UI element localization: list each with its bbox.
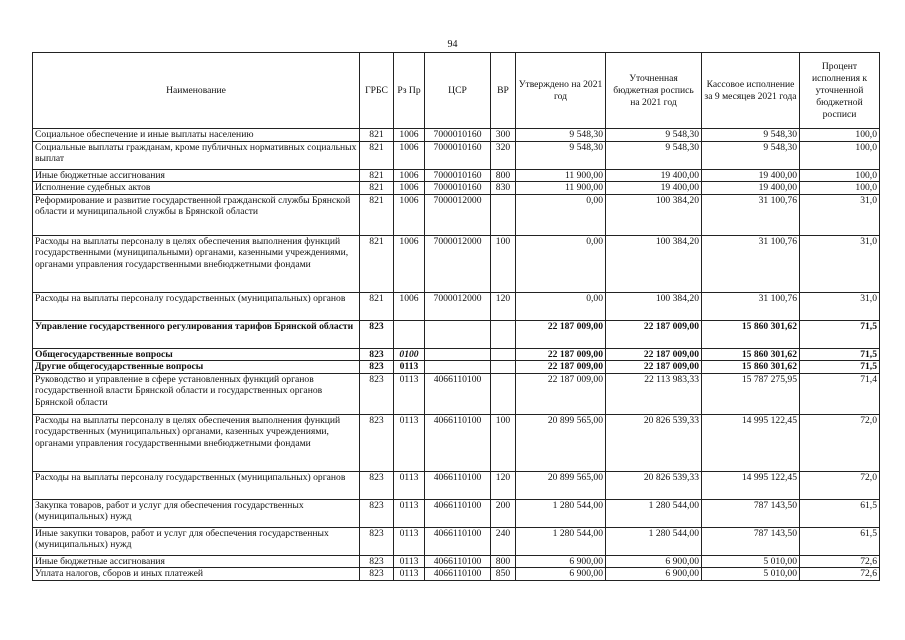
cell-approved: 11 900,00 — [516, 182, 606, 195]
cell-percent: 100,0 — [800, 182, 880, 195]
cell-rzpr: 1006 — [394, 141, 425, 169]
cell-vr: 830 — [491, 182, 516, 195]
cell-grbs: 823 — [360, 361, 394, 374]
cell-cash: 15 860 301,62 — [702, 361, 800, 374]
cell-name: Руководство и управление в сфере установленных функций органов государственной власти Брянской области и государственных органов Брянской области — [33, 373, 360, 414]
table-row — [33, 194, 880, 235]
cell-rzpr: 1006 — [394, 194, 425, 235]
cell-refined: 9 548,30 — [606, 141, 702, 169]
table-row — [33, 235, 880, 292]
cell-csr: 7000012000 — [425, 292, 491, 320]
cell-percent: 72,6 — [800, 555, 880, 568]
cell-vr: 320 — [491, 141, 516, 169]
cell-csr: 7000012000 — [425, 194, 491, 235]
cell-rzpr: 0113 — [394, 555, 425, 568]
cell-approved: 1 280 544,00 — [516, 499, 606, 527]
cell-name: Расходы на выплаты персоналу в целях обеспечения выполнения функций государственных (муниципальных) органами, казенных учреждениями, органами управления государственными внебюджетными фондами — [33, 414, 360, 471]
cell-approved: 20 899 565,00 — [516, 414, 606, 471]
cell-grbs: 823 — [360, 568, 394, 581]
cell-refined: 22 187 009,00 — [606, 348, 702, 361]
cell-refined: 1 280 544,00 — [606, 499, 702, 527]
header-csr: ЦСР — [425, 53, 491, 129]
budget-table — [32, 52, 880, 581]
cell-rzpr: 0113 — [394, 373, 425, 414]
table-row — [33, 361, 880, 374]
table-row — [33, 169, 880, 182]
cell-csr: 4066110100 — [425, 555, 491, 568]
cell-name: Расходы на выплаты персоналу государственных (муниципальных) органов — [33, 292, 360, 320]
cell-refined: 6 900,00 — [606, 555, 702, 568]
cell-refined: 6 900,00 — [606, 568, 702, 581]
cell-name: Иные закупки товаров, работ и услуг для обеспечения государственных (муниципальных) нужд — [33, 527, 360, 555]
table-row — [33, 373, 880, 414]
header-percent: Процент исполнения к уточненной бюджетной росписи — [800, 53, 880, 129]
cell-grbs: 821 — [360, 182, 394, 195]
cell-csr: 7000010160 — [425, 141, 491, 169]
cell-name: Социальное обеспечение и иные выплаты населению — [33, 129, 360, 142]
cell-refined: 100 384,20 — [606, 235, 702, 292]
cell-vr — [491, 373, 516, 414]
cell-grbs: 821 — [360, 129, 394, 142]
cell-cash: 15 860 301,62 — [702, 348, 800, 361]
cell-vr: 200 — [491, 499, 516, 527]
cell-csr — [425, 361, 491, 374]
cell-rzpr — [394, 320, 425, 348]
cell-name: Управление государственного регулирования тарифов Брянской области — [33, 320, 360, 348]
cell-rzpr: 1006 — [394, 182, 425, 195]
cell-approved: 6 900,00 — [516, 555, 606, 568]
cell-grbs: 821 — [360, 169, 394, 182]
cell-csr — [425, 348, 491, 361]
table-row — [33, 141, 880, 169]
cell-cash: 15 860 301,62 — [702, 320, 800, 348]
cell-cash: 9 548,30 — [702, 141, 800, 169]
cell-cash: 19 400,00 — [702, 169, 800, 182]
cell-percent: 31,0 — [800, 235, 880, 292]
cell-grbs: 821 — [360, 235, 394, 292]
cell-percent: 61,5 — [800, 527, 880, 555]
cell-vr — [491, 361, 516, 374]
cell-refined: 22 187 009,00 — [606, 361, 702, 374]
cell-percent: 71,4 — [800, 373, 880, 414]
cell-refined: 9 548,30 — [606, 129, 702, 142]
table-row — [33, 292, 880, 320]
header-rzpr: Рз Пр — [394, 53, 425, 129]
cell-vr: 120 — [491, 471, 516, 499]
cell-percent: 31,0 — [800, 292, 880, 320]
cell-grbs: 821 — [360, 141, 394, 169]
cell-cash: 31 100,76 — [702, 194, 800, 235]
cell-rzpr: 1006 — [394, 235, 425, 292]
cell-vr: 850 — [491, 568, 516, 581]
cell-grbs: 823 — [360, 527, 394, 555]
table-row — [33, 568, 880, 581]
cell-name: Иные бюджетные ассигнования — [33, 169, 360, 182]
cell-refined: 20 826 539,33 — [606, 414, 702, 471]
cell-csr: 4066110100 — [425, 499, 491, 527]
cell-vr: 300 — [491, 129, 516, 142]
cell-approved: 22 187 009,00 — [516, 361, 606, 374]
cell-csr: 7000010160 — [425, 169, 491, 182]
cell-percent: 72,0 — [800, 471, 880, 499]
cell-cash: 9 548,30 — [702, 129, 800, 142]
cell-refined: 100 384,20 — [606, 292, 702, 320]
cell-rzpr: 0113 — [394, 414, 425, 471]
cell-cash: 14 995 122,45 — [702, 414, 800, 471]
cell-name: Исполнение судебных актов — [33, 182, 360, 195]
cell-approved: 6 900,00 — [516, 568, 606, 581]
cell-grbs: 823 — [360, 471, 394, 499]
cell-approved: 22 187 009,00 — [516, 348, 606, 361]
table-row — [33, 499, 880, 527]
cell-rzpr: 0100 — [394, 348, 425, 361]
cell-approved: 9 548,30 — [516, 141, 606, 169]
cell-percent: 100,0 — [800, 141, 880, 169]
cell-rzpr: 0113 — [394, 527, 425, 555]
cell-vr: 100 — [491, 414, 516, 471]
cell-percent: 100,0 — [800, 129, 880, 142]
cell-csr: 7000010160 — [425, 129, 491, 142]
cell-name: Общегосударственные вопросы — [33, 348, 360, 361]
cell-vr: 800 — [491, 555, 516, 568]
header-refined: Уточненная бюджетная роспись на 2021 год — [606, 53, 702, 129]
cell-grbs: 821 — [360, 292, 394, 320]
page-number: 94 — [447, 39, 458, 50]
header-name: Наименование — [33, 53, 360, 129]
cell-rzpr: 0113 — [394, 471, 425, 499]
cell-name: Другие общегосударственные вопросы — [33, 361, 360, 374]
cell-approved: 0,00 — [516, 235, 606, 292]
cell-rzpr: 1006 — [394, 129, 425, 142]
cell-cash: 31 100,76 — [702, 292, 800, 320]
cell-percent: 72,6 — [800, 568, 880, 581]
cell-rzpr: 1006 — [394, 169, 425, 182]
cell-percent: 61,5 — [800, 499, 880, 527]
cell-refined: 20 826 539,33 — [606, 471, 702, 499]
cell-cash: 5 010,00 — [702, 555, 800, 568]
cell-name: Расходы на выплаты персоналу в целях обеспечения выполнения функций государственными (муниципальными) органами, казенными учреждениями, органами управления государственными внебюджетными фондами — [33, 235, 360, 292]
cell-name: Расходы на выплаты персоналу государственных (муниципальных) органов — [33, 471, 360, 499]
cell-grbs: 821 — [360, 194, 394, 235]
cell-csr: 4066110100 — [425, 373, 491, 414]
cell-approved: 9 548,30 — [516, 129, 606, 142]
cell-name: Иные бюджетные ассигнования — [33, 555, 360, 568]
cell-grbs: 823 — [360, 320, 394, 348]
cell-name: Уплата налогов, сборов и иных платежей — [33, 568, 360, 581]
cell-percent: 71,5 — [800, 348, 880, 361]
cell-csr: 4066110100 — [425, 414, 491, 471]
cell-cash: 787 143,50 — [702, 527, 800, 555]
table-row — [33, 527, 880, 555]
cell-refined: 19 400,00 — [606, 182, 702, 195]
cell-percent: 71,5 — [800, 361, 880, 374]
cell-grbs: 823 — [360, 373, 394, 414]
cell-grbs: 823 — [360, 555, 394, 568]
cell-grbs: 823 — [360, 348, 394, 361]
cell-percent: 31,0 — [800, 194, 880, 235]
cell-csr: 4066110100 — [425, 471, 491, 499]
header-cash: Кассовое исполнение за 9 месяцев 2021 года — [702, 53, 800, 129]
cell-cash: 787 143,50 — [702, 499, 800, 527]
cell-approved: 22 187 009,00 — [516, 320, 606, 348]
cell-grbs: 823 — [360, 499, 394, 527]
header-vr: ВР — [491, 53, 516, 129]
table-row — [33, 320, 880, 348]
cell-rzpr: 0113 — [394, 361, 425, 374]
cell-rzpr: 0113 — [394, 499, 425, 527]
table-row — [33, 414, 880, 471]
cell-vr: 240 — [491, 527, 516, 555]
cell-vr — [491, 348, 516, 361]
table-row — [33, 182, 880, 195]
cell-rzpr: 1006 — [394, 292, 425, 320]
cell-csr: 7000010160 — [425, 182, 491, 195]
cell-approved: 0,00 — [516, 194, 606, 235]
cell-refined: 19 400,00 — [606, 169, 702, 182]
cell-name: Реформирование и развитие государственной гражданской службы Брянской области и муниципальной службы в Брянской области — [33, 194, 360, 235]
cell-approved: 1 280 544,00 — [516, 527, 606, 555]
cell-cash: 31 100,76 — [702, 235, 800, 292]
cell-csr: 7000012000 — [425, 235, 491, 292]
cell-cash: 19 400,00 — [702, 182, 800, 195]
cell-name: Социальные выплаты гражданам, кроме публичных нормативных социальных выплат — [33, 141, 360, 169]
cell-grbs: 823 — [360, 414, 394, 471]
cell-vr: 800 — [491, 169, 516, 182]
cell-refined: 1 280 544,00 — [606, 527, 702, 555]
cell-approved: 22 187 009,00 — [516, 373, 606, 414]
header-grbs: ГРБС — [360, 53, 394, 129]
cell-percent: 100,0 — [800, 169, 880, 182]
cell-refined: 22 113 983,33 — [606, 373, 702, 414]
cell-percent: 71,5 — [800, 320, 880, 348]
table-row — [33, 471, 880, 499]
cell-rzpr: 0113 — [394, 568, 425, 581]
cell-percent: 72,0 — [800, 414, 880, 471]
table-row — [33, 129, 880, 142]
cell-csr — [425, 320, 491, 348]
cell-refined: 22 187 009,00 — [606, 320, 702, 348]
table-row — [33, 555, 880, 568]
cell-csr: 4066110100 — [425, 568, 491, 581]
cell-cash: 15 787 275,95 — [702, 373, 800, 414]
header-approved: Утверждено на 2021 год — [516, 53, 606, 129]
cell-name: Закупка товаров, работ и услуг для обеспечения государственных (муниципальных) нужд — [33, 499, 360, 527]
header-row — [33, 53, 880, 129]
cell-vr: 100 — [491, 235, 516, 292]
cell-csr: 4066110100 — [425, 527, 491, 555]
cell-refined: 100 384,20 — [606, 194, 702, 235]
cell-approved: 20 899 565,00 — [516, 471, 606, 499]
cell-vr: 120 — [491, 292, 516, 320]
cell-cash: 14 995 122,45 — [702, 471, 800, 499]
cell-cash: 5 010,00 — [702, 568, 800, 581]
cell-vr — [491, 320, 516, 348]
cell-approved: 11 900,00 — [516, 169, 606, 182]
cell-vr — [491, 194, 516, 235]
cell-approved: 0,00 — [516, 292, 606, 320]
table-row — [33, 348, 880, 361]
